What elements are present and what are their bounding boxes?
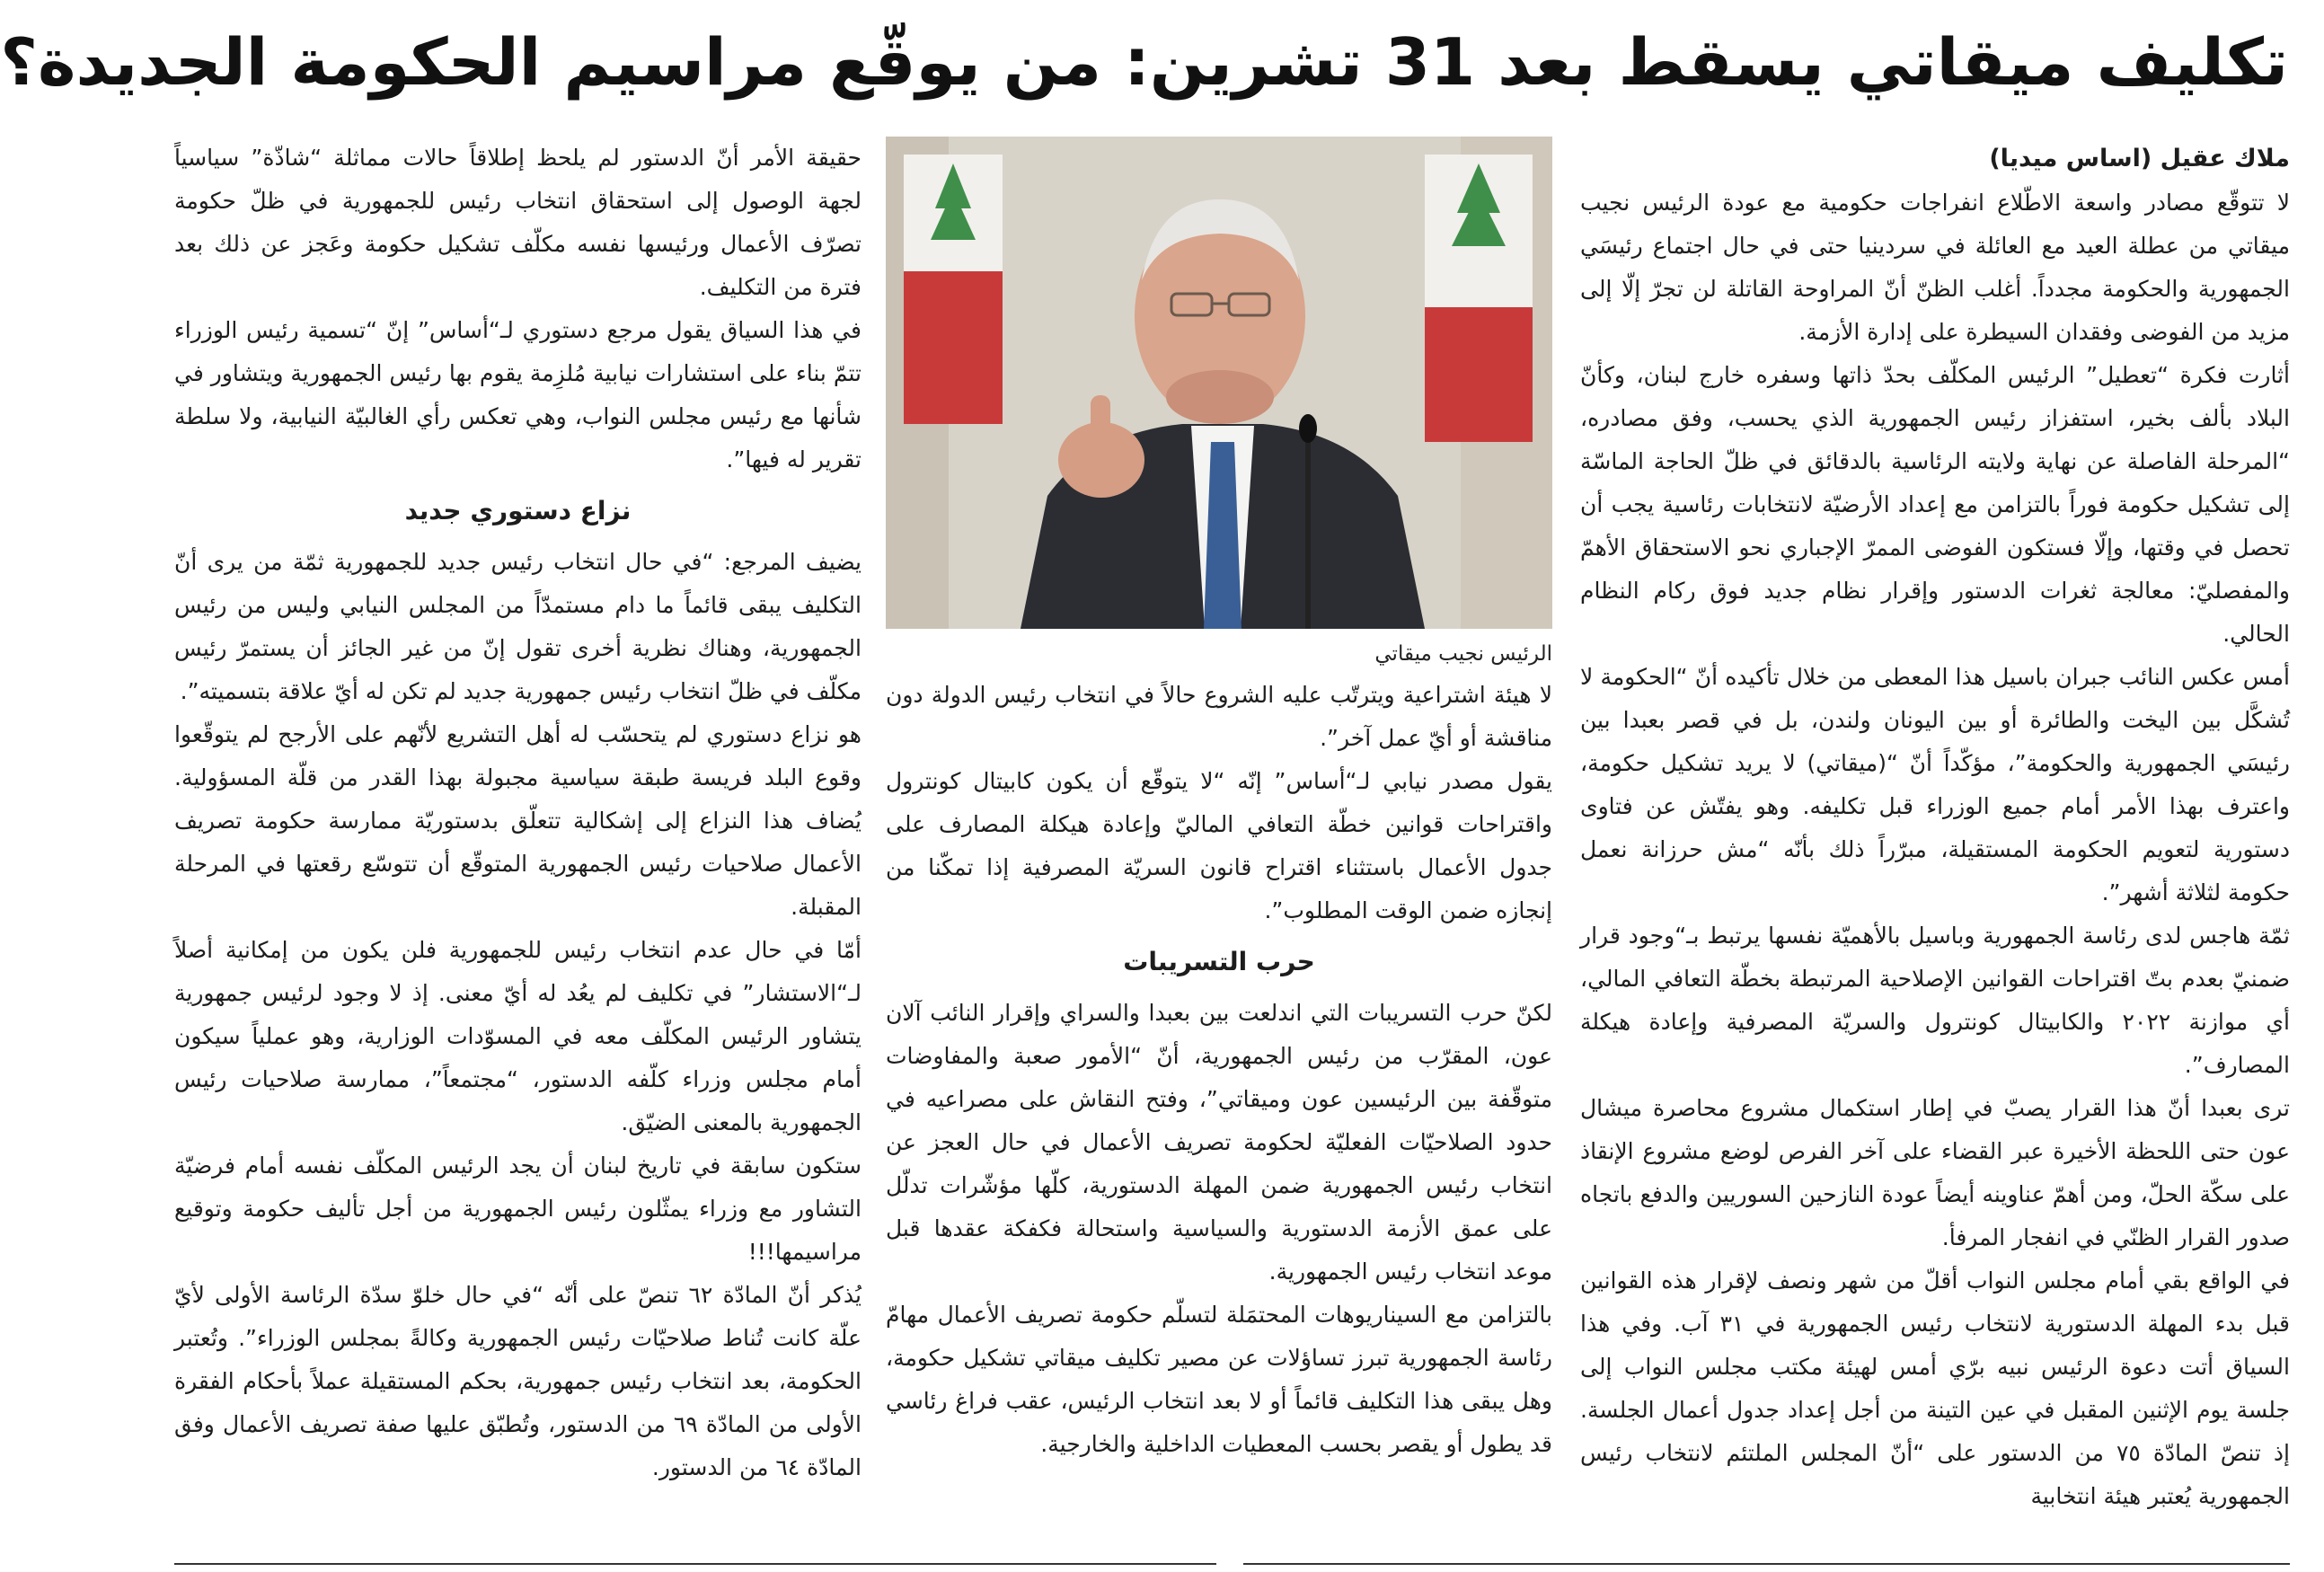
paragraph: في هذا السياق يقول مرجع دستوري لـ“أساس” إنّ “تسمية رئيس الوزراء تتمّ بناء على استشارات نيابية مُلزِمة يقوم بها رئيس الجمهورية ويتشاور في شأنها مع رئيس مجلس النواب، وهي تعكس رأي الغالبيّة النيابية، ولا سلطة تقرير له فيها”. [174, 317, 862, 472]
paragraph: ستكون سابقة في تاريخ لبنان أن يجد الرئيس المكلّف نفسه أمام فرضيّة التشاور مع وزراء يمثّلون رئيس الجمهورية من أجل تأليف حكومة وتوقيع مراسيمها!!! [174, 1153, 862, 1265]
paragraph: في الواقع بقي أمام مجلس النواب أقلّ من شهر ونصف لإقرار هذه القوانين قبل بدء المهلة الدستورية لانتخاب رئيس الجمهورية في ٣١ آب. وفي هذا السياق أتت دعوة الرئيس نبيه برّي أمس لهيئة مكتب مجلس النواب إلى جلسة يوم الإثنين المقبل في عين التينة من أجل إعداد جدول أعمال الجلسة. إذ تنصّ المادّة ٧٥ من الدستور على “أنّ المجلس الملتئم لانتخاب رئيس الجمهورية يُعتبر هيئة انتخابية [1580, 1267, 2290, 1509]
article-column-left [174, 137, 862, 1547]
article-column-right [1580, 137, 2290, 1547]
headline: تكليف ميقاتي يسقط بعد 31 تشرين: من يوقّع مراسيم الحكومة الجديدة؟ [0, 24, 2288, 100]
paragraph: بالتزامن مع السيناريوهات المحتمَلة لتسلّم حكومة تصريف الأعمال مهامّ رئاسة الجمهورية تبرز تساؤلات عن مصير تكليف ميقاتي تشكيل حكومة، وهل يبقى هذا التكليف قائماً أو لا بعد انتخاب الرئيس، عقب فراغ رئاسي قد يطول أو يقصر بحسب المعطيات الداخلية والخارجية. [886, 1302, 1552, 1457]
paragraph: هو نزاع دستوري لم يتحسّب له أهل التشريع لأنّهم على الأرجح لم يتوقّعوا وقوع البلد فريسة طبقة سياسية مجبولة بهذا القدر من قلّة المسؤولية. يُضاف هذا النزاع إلى إشكالية تتعلّق بدستوريّة ممارسة حكومة تصريف الأعمال صلاحيات رئيس الجمهورية المتوقّع أن تتوسّع رقعتها في المرحلة المقبلة. [174, 721, 862, 920]
paragraph: لا هيئة اشتراعية ويترتّب عليه الشروع حالاً في انتخاب رئيس الدولة دون مناقشة أو أيّ عمل آخر”. [886, 682, 1552, 751]
paragraph: يقول مصدر نيابي لـ“أساس” إنّه “لا يتوقّع أن يكون كابيتال كونترول واقتراحات قوانين خطّة التعافي الماليّ وإعادة هيكلة المصارف على جدول الأعمال باستثناء اقتراح قانون السريّة المصرفية إذا تمكّنا من إنجازه ضمن الوقت المطلوب”. [886, 768, 1552, 923]
paragraph: ترى بعبدا أنّ هذا القرار يصبّ في إطار استكمال مشروع محاصرة ميشال عون حتى اللحظة الأخيرة عبر القضاء على آخر الفرص لوضع مشروع الإنقاذ على سكّة الحلّ، ومن أهمّ عناوينه أيضاً عودة النازحين السوريين والدفع باتجاه صدور القرار الظنّي في انفجار المرفأ. [1580, 1095, 2290, 1250]
paragraph: أمّا في حال عدم انتخاب رئيس للجمهورية فلن يكون من إمكانية أصلاً لـ“الاستشار” في تكليف لم يعُد له أيّ معنى. إذ لا وجود لرئيس جمهورية يتشاور الرئيس المكلّف معه في المسوّدات الوزارية، وهو عملياً سيكون أمام مجلس وزراء كلّفه الدستور، “مجتمعاً”، ممارسة صلاحيات رئيس الجمهورية بالمعنى الضيّق. [174, 937, 862, 1135]
paragraph: يضيف المرجع: “في حال انتخاب رئيس جديد للجمهورية ثمّة من يرى أنّ التكليف يبقى قائماً ما دام مستمدّاً من المجلس النيابي وليس من رئيس الجمهورية، وهناك نظرية أخرى تقول إنّ من غير الجائز أن يستمرّ رئيس مكلّف في ظلّ انتخاب رئيس جمهورية جديد لم تكن له أيّ علاقة بتسميته”. [174, 549, 862, 704]
bottom-rule [174, 1563, 1216, 1565]
paragraph: يُذكر أنّ المادّة ٦٢ تنصّ على أنّه “في حال خلوّ سدّة الرئاسة الأولى لأيّ علّة كانت تُناط صلاحيّات رئيس الجمهورية وكالةً بمجلس الوزراء”. وتُعتبر الحكومة، بعد انتخاب رئيس جمهورية، بحكم المستقيلة عملاً بأحكام الفقرة الأولى من المادّة ٦٩ من الدستور، وتُطبّق عليها صفة تصريف الأعمال وفق المادّة ٦٤ من الدستور. [174, 1282, 862, 1480]
paragraph: لكنّ حرب التسريبات التي اندلعت بين بعبدا والسراي وإقرار النائب آلان عون، المقرّب من رئيس الجمهورية، أنّ “الأمور صعبة والمفاوضات متوقّفة بين الرئيسين عون وميقاتي”، وفتح النقاش على مصراعيه في حدود الصلاحيّات الفعليّة لحكومة تصريف الأعمال في حال العجز عن انتخاب رئيس الجمهورية ضمن المهلة الدستورية، كلّها مؤشّرات تدلّل على عمق الأزمة الدستورية والسياسية واستحالة فكفكة عقدها قبل موعد انتخاب رئيس الجمهورية. [886, 1000, 1552, 1285]
subheading: حرب التسريبات [1123, 947, 1315, 976]
portrait-photo [886, 137, 1552, 629]
paragraph: ثمّة هاجس لدى رئاسة الجمهورية وباسيل بالأهميّة نفسها يرتبط بـ“وجود قرار ضمنيّ بعدم بتّ اقتراحات القوانين الإصلاحية المرتبطة بخطّة التعافي المالي، أي موازنة ٢٠٢٢ والكابيتال كونترول والسريّة المصرفية وإعادة هيكلة المصارف”. [1580, 923, 2290, 1078]
paragraph: أثارت فكرة “تعطيل” الرئيس المكلّف بحدّ ذاتها وسفره خارج لبنان، وكأنّ البلاد بألف بخير، استفزاز رئيس الجمهورية الذي يحسب، وفق مصادره، “المرحلة الفاصلة عن نهاية ولايته الرئاسية بالدقائق في ظلّ الحاجة الماسّة إلى تشكيل حكومة فوراً بالتزامن مع إعداد الأرضيّة لانتخابات رئاسية يجب أن تحصل في وقتها، وإلّا فستكون الفوضى الممرّ الإجباري نحو الاستحقاق الأهمّ والمفصليّ: معالجة ثغرات الدستور وإقرار نظام جديد فوق ركام النظام الحالي. [1580, 362, 2290, 647]
photo-caption: الرئيس نجيب ميقاتي [1374, 642, 1552, 666]
paragraph: حقيقة الأمر أنّ الدستور لم يلحظ إطلاقاً حالات مماثلة “شاذّة” سياسياً لجهة الوصول إلى استحقاق انتخاب رئيس للجمهورية في ظلّ حكومة تصرّف الأعمال ورئيسها نفسه مكلّف تشكيل حكومة وعَجز عن ذلك بعد فترة من التكليف. [174, 145, 862, 300]
subheading: نزاع دستوري جديد [404, 496, 632, 525]
paragraph: لا تتوقّع مصادر واسعة الاطّلاع انفراجات حكومية مع عودة الرئيس نجيب ميقاتي من عطلة العيد مع العائلة في سردينيا حتى في حال اجتماع رئيسَي الجمهورية والحكومة مجدداً. أغلب الظنّ أنّ المراوحة القاتلة لن تجرّ إلّا إلى مزيد من الفوضى وفقدان السيطرة على إدارة الأزمة. [1580, 190, 2290, 345]
paragraph: أمس عكس النائب جبران باسيل هذا المعطى من خلال تأكيده أنّ “الحكومة لا تُشكَّل بين اليخت والطائرة أو بين اليونان ولندن، بل في قصر بعبدا بين رئيسَي الجمهورية والحكومة”، مؤكّداً أنّ “(ميقاتي) لا يريد تشكيل حكومة، واعترف بهذا الأمر أمام جميع الوزراء قبل تكليفه. وهو يفتّش عن فتاوى دستورية لتعويم الحكومة المستقيلة، مبرّراً ذلك بأنّه “مش حرزانة نعمل حكومة لثلاثة أشهر”. [1580, 664, 2290, 905]
byline: ملاك عقيل (اساس ميديا) [1989, 145, 2290, 172]
bottom-rule [1243, 1563, 2290, 1565]
article-column-middle [886, 137, 1552, 1547]
portrait-illustration [886, 137, 1552, 629]
